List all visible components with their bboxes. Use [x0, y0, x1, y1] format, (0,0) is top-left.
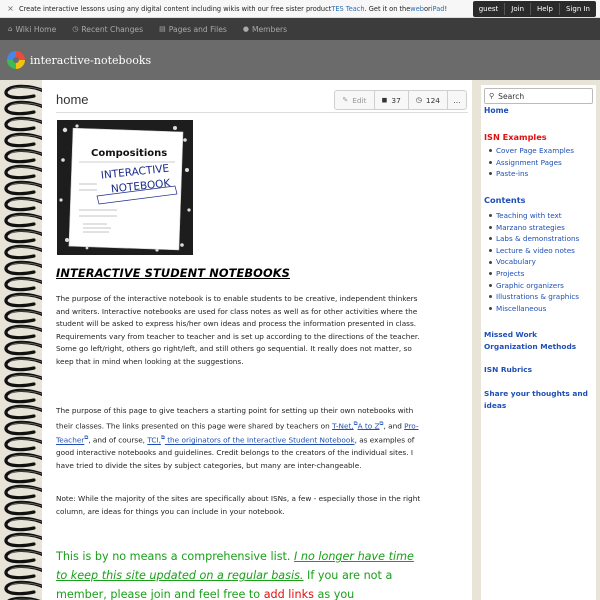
isn-examples-list — [485, 145, 574, 180]
site-header — [0, 40, 600, 80]
sidebar-item-label: Cover Page Examples — [496, 146, 574, 155]
notice-or: or — [423, 4, 431, 13]
nav-label: Members — [251, 24, 288, 34]
add-links-text: add links — [263, 588, 314, 600]
external-link-icon: ⧉ — [160, 435, 165, 442]
bullet-icon — [489, 261, 492, 264]
bullet-icon — [489, 237, 492, 240]
note-paragraph: Note: While the majority of the sites are specifically about ISNs, a few - especially those in the right column, are ideas for things you can include in your notebook. — [56, 494, 421, 516]
cover-interactive: INTERACTIVE — [100, 162, 170, 182]
clock-icon: ◷ — [72, 25, 79, 33]
bullet-icon — [489, 249, 492, 252]
sidebar-item-label: Marzano strategies — [496, 222, 565, 232]
sidebar-item-label: Lecture & video notes — [496, 245, 575, 255]
site-logo-icon[interactable] — [6, 50, 26, 70]
sidebar-item-vocabulary[interactable] — [485, 256, 579, 268]
intro-paragraph: The purpose of the interactive notebook is to enable students to be creative, independent thinkers and writers. Interactive notebooks are used for class notes as well as for other activities where the student will be asked to express his/her own ideas and process the information presented in class. Requirements vary from teacher to teacher and is set up according to the directions of the teacher. Some go left/right, others go right/left, and still others go sequential. It really does not matter, so keep that in mind when looking at the suggestions. — [56, 294, 420, 366]
bullet-icon — [489, 307, 492, 310]
notice-text — [0, 4, 447, 13]
edit-button[interactable] — [334, 90, 374, 110]
p2-text-d: , as examples of good interactive notebooks and guidelines. Credit belongs to the creators of the individual sites. I have tried to divide the sites by subject categories, but many are inter-changeable. — [56, 435, 415, 470]
page-title: home — [56, 92, 89, 107]
pro-teacher-link[interactable]: Pro-Teacher — [56, 420, 419, 445]
nav-label: Recent Changes — [81, 24, 144, 34]
main-content — [42, 80, 472, 600]
sidebar-item-label: Teaching with text — [496, 211, 562, 220]
contents-list — [485, 210, 579, 314]
views-button[interactable] — [408, 90, 448, 110]
green-text-c: If you are not a member, please join and feel free to — [56, 569, 393, 600]
edit-label: Edit — [352, 95, 367, 105]
comments-icon: ◼ — [381, 96, 388, 104]
search-input[interactable] — [484, 88, 593, 104]
notice-bar — [0, 0, 600, 18]
nav-members[interactable] — [243, 25, 287, 34]
isn-heading: INTERACTIVE STUDENT NOTEBOOKS — [56, 266, 290, 280]
notebook-cover-graphic — [57, 120, 193, 255]
sidebar-item-label: Paste-ins — [496, 169, 529, 179]
notice-pre: Create interactive lessons using any digital content including wikis with our free sister product — [19, 4, 332, 13]
green-text-e: as you — [313, 588, 355, 600]
nav-label: Pages and Files — [168, 24, 227, 34]
bullet-icon — [489, 272, 492, 275]
sidebar-item-label: Graphic organizers — [496, 280, 564, 290]
more-label: … — [453, 95, 461, 105]
external-link-icon: ⧉ — [353, 420, 358, 427]
bullet-icon — [489, 214, 492, 217]
sidebar-home-link[interactable]: Home — [484, 106, 509, 115]
more-button[interactable] — [447, 90, 467, 110]
disclaimer-paragraph — [56, 547, 426, 600]
external-link-icon: ⧉ — [379, 420, 384, 427]
title-divider — [56, 112, 468, 113]
sidebar-item-lecture-video-notes[interactable] — [485, 245, 579, 257]
p2-text-c: , and of course, — [88, 435, 148, 445]
user-bar — [473, 1, 596, 17]
nav-label: Wiki Home — [15, 24, 57, 34]
comments-count: 37 — [391, 95, 401, 105]
page-actions — [335, 90, 467, 110]
sidebar-panel — [481, 85, 596, 600]
sidebar — [478, 80, 600, 600]
members-icon: ● — [242, 25, 249, 33]
sidebar-item-illustrations-graphics[interactable] — [485, 291, 579, 303]
a-to-z-link[interactable]: A to Z — [357, 420, 380, 430]
bullet-icon — [489, 226, 492, 229]
ipad-link[interactable]: iPad — [430, 4, 445, 13]
p2-text-a: The purpose of this page to give teachers a starting point for setting up their own notebooks with their classes. The links presented on this page were shared by teachers on — [56, 406, 414, 430]
bullet-icon — [489, 161, 492, 164]
pencil-icon: ✎ — [342, 96, 349, 104]
cover-compositions: Compositions — [91, 148, 168, 159]
sidebar-item-cover-page-examples[interactable] — [485, 145, 574, 157]
sidebar-item-projects[interactable] — [485, 268, 579, 280]
tes-teach-link[interactable]: TES Teach — [331, 4, 365, 13]
green-text-a: This is by no means a comprehensive list. — [56, 550, 295, 563]
sidebar-item-assignment-pages[interactable] — [485, 157, 574, 169]
files-icon: ▤ — [159, 25, 166, 33]
contents-heading: Contents — [484, 195, 526, 205]
join-link[interactable]: Join — [504, 3, 530, 15]
sidebar-item-label: Assignment Pages — [496, 157, 562, 167]
sign-in-link[interactable]: Sign In — [559, 3, 596, 15]
views-count: 124 — [425, 95, 440, 105]
sidebar-item-miscellaneous[interactable] — [485, 303, 579, 315]
sidebar-item-label: Vocabulary — [496, 257, 536, 267]
notice-end: ! — [444, 4, 448, 13]
home-icon: ⌂ — [8, 25, 13, 33]
nav-recent-changes[interactable] — [72, 25, 143, 34]
bullet-icon — [489, 172, 492, 175]
isn-examples-heading: ISN Examples — [484, 132, 547, 142]
site-title[interactable]: interactive-notebooks — [30, 53, 152, 67]
sidebar-item-label: Labs & demonstrations — [496, 234, 580, 244]
t-net-link[interactable]: T-Net, — [332, 420, 354, 430]
bullet-icon — [489, 295, 492, 298]
isn-originators-link[interactable]: the originators of the Interactive Student Notebook — [164, 435, 355, 445]
sidebar-item-paste-ins[interactable] — [485, 168, 574, 180]
green-text-b: I no longer have time to keep this site updated on a regular basis. — [56, 550, 414, 582]
bullet-icon — [489, 149, 492, 152]
tci-link[interactable]: TCI, — [147, 435, 161, 445]
purpose-paragraph — [56, 405, 428, 472]
sidebar-item-teaching-with-text[interactable] — [485, 210, 579, 222]
sidebar-isn-rubrics-link[interactable]: ISN Rubrics — [484, 365, 533, 374]
nav-pages-and-files[interactable] — [159, 25, 227, 34]
sidebar-item-label: Illustrations & graphics — [496, 292, 580, 302]
help-link[interactable]: Help — [530, 3, 559, 15]
p2-text-b: , and — [383, 420, 405, 430]
clock-icon: ◷ — [415, 96, 422, 104]
sidebar-item-label: Miscellaneous — [496, 303, 547, 313]
notebook-cover-image — [57, 120, 193, 255]
cover-notebook: NOTEBOOK — [110, 177, 171, 196]
sidebar-item-marzano-strategies[interactable] — [485, 222, 579, 234]
web-link[interactable]: web — [410, 4, 424, 13]
bullet-icon — [489, 284, 492, 287]
sidebar-item-graphic-organizers[interactable] — [485, 280, 579, 292]
sidebar-share-link[interactable]: Share your thoughts and ideas — [484, 389, 588, 410]
sidebar-item-labs-demonstrations[interactable] — [485, 233, 579, 245]
search-icon: ⚲ — [489, 92, 495, 100]
sidebar-item-label: Projects — [496, 268, 525, 278]
sidebar-missed-work-link[interactable]: Missed Work Organization Methods — [484, 330, 577, 351]
external-link-icon: ⧉ — [84, 435, 89, 442]
search-placeholder: Search — [498, 91, 525, 101]
wiki-navbar — [0, 18, 600, 40]
nav-wiki-home[interactable] — [8, 25, 56, 34]
notice-mid: . Get it on the — [364, 4, 411, 13]
close-icon[interactable]: × — [7, 4, 14, 13]
comments-button[interactable] — [374, 90, 409, 110]
guest-label: guest — [478, 5, 499, 13]
